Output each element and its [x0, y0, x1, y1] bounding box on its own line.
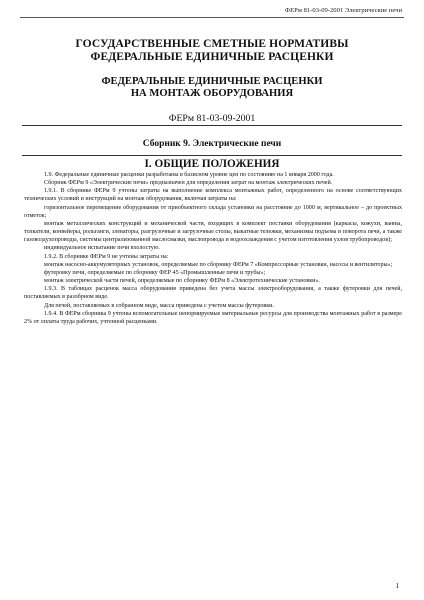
- subtitle-block: [20, 76, 404, 100]
- divider-top: [22, 125, 402, 126]
- divider-bottom: [22, 155, 402, 156]
- paragraph-2: Сборник ФЕРм 9 «Электрические печи» предназначен для определения затрат на монтаж электрических печей.: [44, 180, 333, 187]
- header-rule: [20, 17, 404, 18]
- paragraph-1: 1.9. Федеральные единичные расценки разработаны в базисном уровне цен по состоянию на 1 января 2000 года.: [44, 172, 334, 178]
- paragraph-3: 1.9.1. В сборнике ФЕРм 9 учтены затраты на выполнение комплекса монтажных работ, определенного на основе соответствующих технических условий и инструкций на монтаж оборудования, включая затраты на:: [24, 188, 402, 203]
- paragraph-12: Для печей, поставляемых в собранном виде, масса приведена с учетом массы футеровки.: [44, 302, 274, 309]
- running-header: ФЕРм 81-03-09-2001 Электрические печи: [284, 7, 402, 14]
- title-line-2: ФЕДЕРАЛЬНЫЕ ЕДИНИЧНЫЕ РАСЦЕНКИ: [90, 51, 334, 63]
- paragraph-11: 1.9.3. В таблицах расценок масса оборудования приведена без учета массы электрооборудования, а также футеровки для печей, поставляемых в разобрном виде.: [24, 286, 402, 301]
- paragraph-10: монтаж электрической части печей, определяемые по сборнику ФЕРм 8 «Электротехнические установки».: [44, 278, 320, 285]
- page-number: 1: [395, 582, 399, 590]
- paragraph-6: индивидуальное испытание печи вхолостую.: [44, 245, 160, 252]
- body-text: [24, 171, 402, 326]
- paragraph-7: 1.9.2. В сборнике ФЕРм 9 не учтены затраты на:: [44, 253, 169, 260]
- title-line-1: ГОСУДАРСТВЕННЫЕ СМЕТНЫЕ НОРМАТИВЫ: [75, 38, 349, 50]
- paragraph-8: монтаж насосно-аккумуляторных установок, определяемые по сборнику ФЕРм 7 «Компрессорные установки, насосы и вентиляторы»;: [44, 261, 393, 268]
- section-heading: I. ОБЩИЕ ПОЛОЖЕНИЯ: [144, 158, 280, 170]
- subtitle-line-2: НА МОНТАЖ ОБОРУДОВАНИЯ: [130, 88, 294, 99]
- paragraph-4: горизонтальное перемещение оборудования от приобъектного склада установки на расстояние до 1000 м, вертикальное – до проектных отметок;: [24, 204, 402, 219]
- paragraph-5: монтаж металлических конструкций и механической части, входящих в комплект поставки оборудования (каркасы, кожухи, ванны, толкатели, конвейеры, рольганги, элеваторы, разгрузочные и загрузочные столы, выкатные тележки, механизмы подъема и поворота печи, а также газовоздухопроводы, системы централизованной маслосмазки, маслопровода и водоохлаждения с учетом изготовления узлов трубопроводов);: [24, 220, 402, 244]
- collection-title: Сборник 9. Электрические печи: [142, 139, 282, 149]
- paragraph-9: футеровку печи, определяемые по сборнику ФЕР 45 «Промышленные печи и трубы»;: [44, 269, 266, 276]
- subtitle-line-1: ФЕДЕРАЛЬНЫЕ ЕДИНИЧНЫЕ РАСЦЕНКИ: [101, 76, 323, 87]
- paragraph-13: 1.9.4. В ФЕРм сборника 9 учтены вспомогательные ненормируемые материальные ресурсы для производства монтажных работ в размере 2% от оплаты труда рабочих, учтенной расценками.: [24, 310, 402, 325]
- title-block: [20, 38, 404, 100]
- document-code: ФЕРм 81-03-09-2001: [168, 113, 256, 124]
